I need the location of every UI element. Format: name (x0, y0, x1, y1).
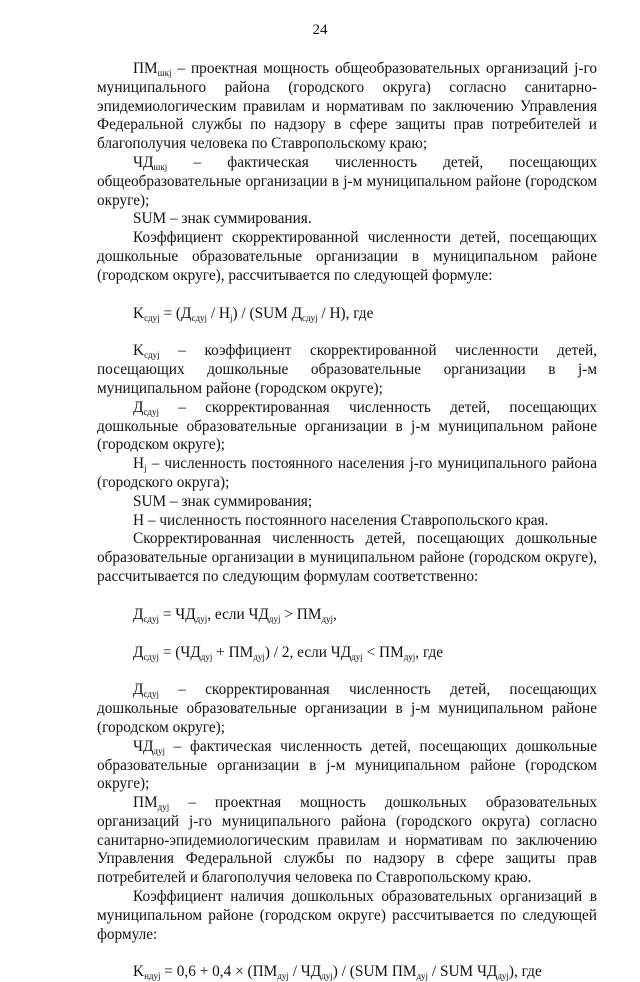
text-run: = (ЧД (159, 643, 201, 661)
text-run: / SUM ЧД (428, 963, 498, 981)
subscript: дуj (497, 971, 509, 982)
text-run: K (133, 963, 145, 981)
subscript: сдуj (144, 350, 160, 361)
subscript: дуj (200, 651, 213, 662)
text-run: H – численность постоянного населения Ставропольского края. (133, 511, 549, 529)
text-run: Д (133, 398, 144, 416)
text-run: – численность постоянного населения j-го муниципального района (городского округа); (97, 455, 597, 491)
page-number: 24 (312, 22, 328, 38)
subscript: дуj (351, 651, 363, 662)
text-run: / ЧД (288, 963, 322, 981)
text-run: = (Д (159, 304, 192, 322)
subscript: дуj (403, 651, 416, 662)
text-run: Д (133, 643, 144, 661)
text-run: ЧД (133, 153, 154, 171)
formula (97, 644, 597, 663)
subscript: j (144, 463, 147, 474)
subscript: ндуj (144, 971, 161, 982)
text-run: , если ЧД (207, 605, 269, 623)
subscript: сдуj (191, 312, 208, 323)
paragraph (97, 681, 597, 737)
spacer (97, 587, 597, 606)
text-run: ПМ (133, 60, 158, 77)
subscript: дуj (277, 971, 289, 982)
subscript: дуj (157, 802, 170, 813)
subscript: шкj (157, 68, 172, 78)
subscript: дуj (321, 613, 334, 624)
spacer (97, 286, 597, 305)
paragraph (97, 60, 597, 154)
text-run: K (133, 304, 145, 322)
subscript: сдуj (143, 689, 160, 700)
spacer (97, 944, 597, 963)
spacer (97, 662, 597, 681)
paragraph (97, 229, 597, 285)
text-run: = ЧД (159, 605, 196, 623)
paragraph (97, 154, 597, 210)
text-run: + ПМ (212, 643, 254, 661)
formula (97, 606, 597, 625)
paragraph (97, 210, 597, 229)
subscript: сдуj (144, 312, 160, 323)
paragraph (97, 738, 597, 794)
subscript: дуj (268, 613, 281, 624)
text-run: ) / (SUM ПМ (332, 963, 417, 981)
text-run: Коэффициент наличия дошкольных образовательных организаций в муниципальном районе (городском округе) рассчитывается по следующей формуле: (97, 888, 597, 943)
text-run: ) / (SUM Д (232, 304, 303, 322)
text-run: – фактическая численность детей, посещающих общеобразовательные организации в j-м муниципальном районе (городском округе); (97, 153, 597, 209)
text-run: Скорректированная численность детей, посещающих дошкольные образовательные организации в муниципальном районе (городском округе), рассчитывается по следующим формулам соответственно: (97, 530, 597, 585)
subscript: дуj (153, 745, 165, 756)
text-run: Д (133, 605, 144, 623)
subscript: сдуj (143, 651, 160, 662)
text-run: ), где (508, 963, 542, 981)
subscript: дуj (416, 971, 429, 982)
text-run: < ПМ (362, 643, 404, 661)
paragraph (97, 512, 597, 531)
paragraph (97, 888, 597, 944)
text-run: K (133, 342, 145, 360)
paragraph (97, 493, 597, 512)
text-run: ) / 2, если ЧД (264, 643, 352, 661)
paragraph (97, 530, 597, 586)
subscript: сдуj (143, 613, 160, 624)
text-run: Коэффициент скорректированной численности детей, посещающих дошкольные образовательные организации в муниципальном районе (городском округе), рассчитывается по следующей формуле: (97, 229, 597, 284)
subscript: дуj (253, 651, 265, 662)
formula (97, 963, 597, 982)
text-run: – скорректированная численность детей, посещающих дошкольные образовательные организации в j-м муниципальном районе (городском округе); (97, 681, 597, 736)
text-run: , (333, 605, 337, 623)
subscript: сдуj (143, 406, 160, 417)
text-run: H (133, 455, 145, 473)
paragraph (97, 399, 597, 455)
text-run: – проектная мощность общеобразовательных организаций j-го муниципального района (городского округа) согласно санитарно-эпидемиологическим правилам и нормативам по заключению Управления Федеральной службы по надзору в сфере защиты прав потребителей и благополучия человека по Ставропольскому краю; (97, 60, 597, 153)
spacer (97, 625, 597, 644)
subscript: дуj (321, 971, 333, 982)
text-run: – проектная мощность дошкольных образовательных организаций j-го муниципального района (городского округа) согласно санитарно-эпидемиологическим правилам и нормативам по заключению Управления Федеральной службы по надзору в сфере защиты прав потребителей и благополучия человека по Ставропольскому краю. (97, 794, 597, 887)
text-run: SUM – знак суммирования; (133, 492, 313, 510)
text-run: – фактическая численность детей, посещающих дошкольные образовательные организации в j-м муниципальном районе (городском округе); (97, 737, 597, 793)
text-run: , где (415, 643, 444, 661)
text-run: > ПМ (280, 605, 322, 623)
paragraph (97, 794, 597, 888)
formula (97, 305, 597, 324)
subscript: j (229, 312, 233, 323)
paragraph (97, 342, 597, 398)
document-body (97, 60, 597, 982)
text-run: / H), где (317, 304, 374, 322)
subscript: шкj (153, 161, 168, 172)
subscript: дуj (195, 613, 208, 624)
text-run: / H (207, 304, 230, 322)
text-run: SUM – знак суммирования. (133, 210, 312, 228)
subscript: сдуj (302, 312, 318, 323)
text-run: – коэффициент скорректированной численности детей, посещающих дошкольные образовательные организации в j-м муниципальном районе (городском округе); (97, 342, 597, 397)
text-run: Д (133, 681, 144, 699)
text-run: – скорректированная численность детей, посещающих дошкольные образовательные организации в j-м муниципальном районе (городском округе); (97, 398, 597, 454)
text-run: ЧД (133, 737, 154, 755)
spacer (97, 323, 597, 342)
text-run: ПМ (133, 794, 158, 812)
text-run: = 0,6 + 0,4 × (ПМ (160, 963, 278, 981)
paragraph (97, 455, 597, 493)
